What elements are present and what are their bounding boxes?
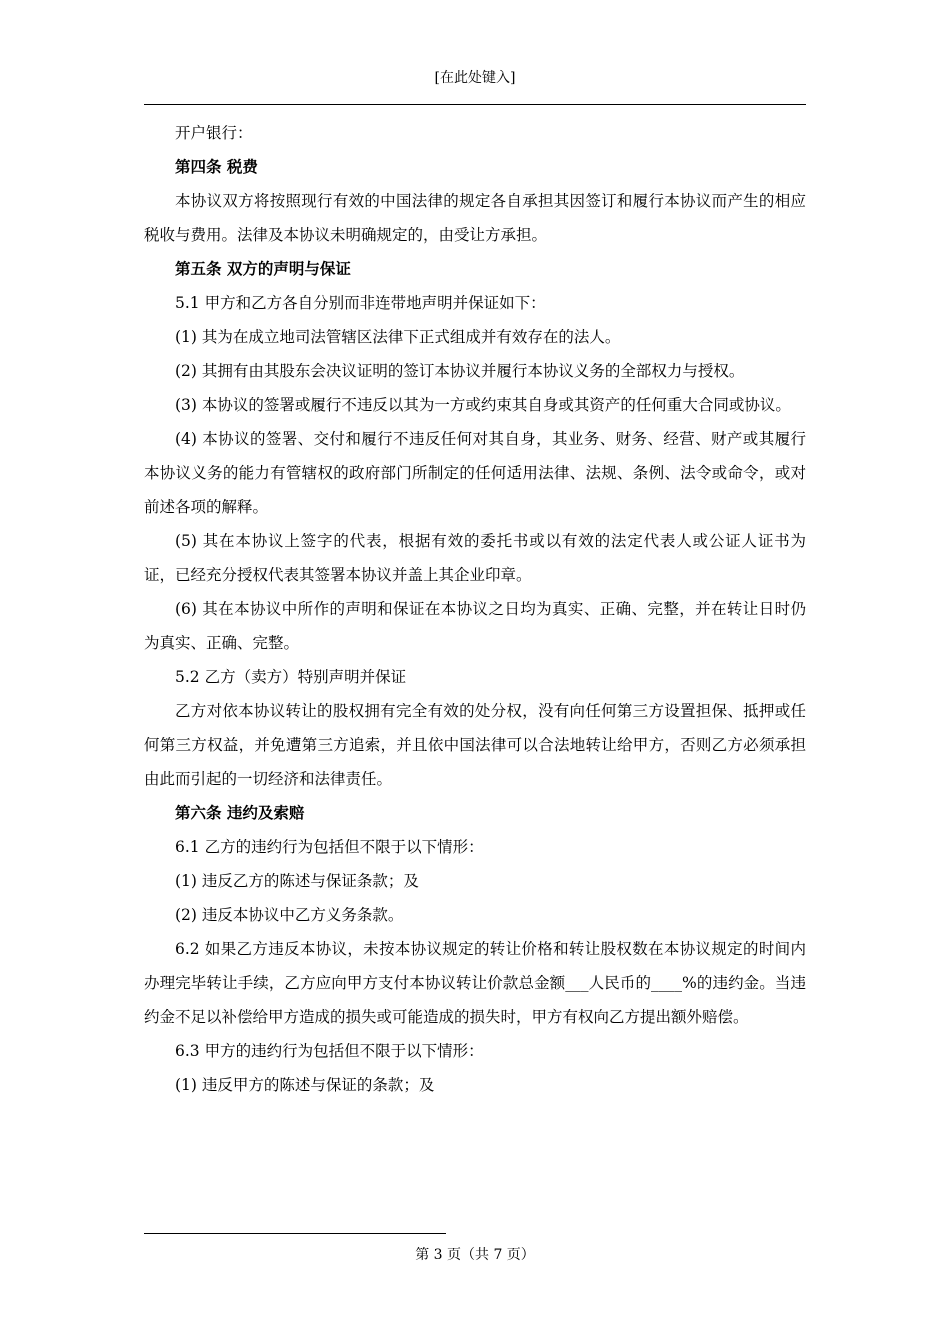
paragraph-5-1: 5.1 甲方和乙方各自分别而非连带地声明并保证如下： [175,294,546,312]
paragraph-6-3: 6.3 甲方的违约行为包括但不限于以下情形： [175,1042,484,1060]
paragraph-6-1: 6.1 乙方的违约行为包括但不限于以下情形： [175,838,484,856]
heading-article-4: 第四条 税费 [175,157,258,176]
list-item-5-1-2: (2) 其拥有由其股东会决议证明的签订本协议并履行本协议义务的全部权力与授权。 [175,362,745,380]
heading-article-6: 第六条 违约及索赔 [175,803,305,822]
paragraph-5-2-body: 乙方对依本协议转让的股权拥有完全有效的处分权，没有向任何第三方设置担保、抵押或任何第三方权益，并免遭第三方追索，并且依中国法律可以合法地转让给甲方，否则乙方必须承担由此而引起的一切经济和法律责任。 [144,702,806,788]
list-item-5-1-1: (1) 其为在成立地司法管辖区法律下正式组成并有效存在的法人。 [175,328,621,346]
paragraph-bank: 开户银行： [175,124,253,142]
list-item-5-1-6: (6) 其在本协议中所作的声明和保证在本协议之日均为真实、正确、完整，并在转让日时仍为真实、正确、完整。 [144,600,806,652]
paragraph-5-2: 5.2 乙方（卖方）特别声明并保证 [175,668,407,686]
footnote-rule [144,1233,446,1234]
paragraph-taxes: 本协议双方将按照现行有效的中国法律的规定各自承担其因签订和履行本协议而产生的相应税收与费用。法律及本协议未明确规定的，由受让方承担。 [144,192,806,244]
list-item-5-1-3: (3) 本协议的签署或履行不违反以其为一方或约束其自身或其资产的任何重大合同或协议。 [175,396,791,414]
heading-article-5: 第五条 双方的声明与保证 [175,259,351,278]
document-body [144,116,806,1102]
list-item-6-1-1: (1) 违反乙方的陈述与保证条款；及 [175,872,419,890]
paragraph-6-2: 6.2 如果乙方违反本协议，未按本协议规定的转让价格和转让股权数在本协议规定的时间内办理完毕转让手续，乙方应向甲方支付本协议转让价款总金额___人民币的____%的违约金。当违约金不足以补偿给甲方造成的损失或可能造成的损失时，甲方有权向乙方提出额外赔偿。 [144,940,806,1026]
list-item-5-1-4: (4) 本协议的签署、交付和履行不违反任何对其自身，其业务、财务、经营、财产或其履行本协议义务的能力有管辖权的政府部门所制定的任何适用法律、法规、条例、法令或命令，或对前述各项的解释。 [144,430,806,516]
header-placeholder: [在此处键入] [434,70,516,86]
page-number: 第 3 页（共 7 页） [415,1247,535,1263]
header-rule [144,104,806,105]
list-item-6-3-1: (1) 违反甲方的陈述与保证的条款；及 [175,1076,435,1094]
list-item-6-1-2: (2) 违反本协议中乙方义务条款。 [175,906,404,924]
list-item-5-1-5: (5) 其在本协议上签字的代表，根据有效的委托书或以有效的法定代表人或公证人证书为证，已经充分授权代表其签署本协议并盖上其企业印章。 [144,532,806,584]
